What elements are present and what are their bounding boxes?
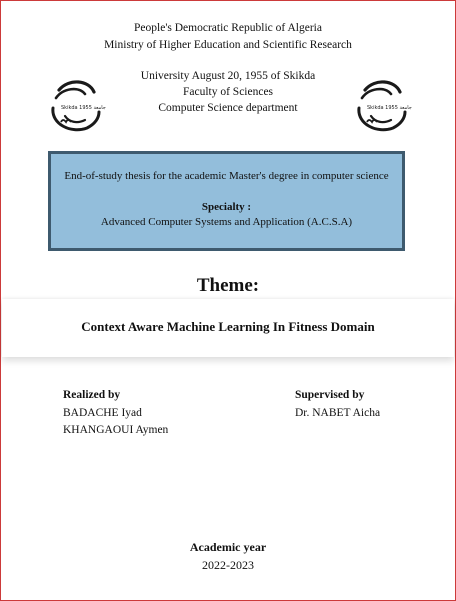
thesis-info-box bbox=[48, 151, 405, 251]
university-name: University August 20, 1955 of Skikda bbox=[140, 70, 316, 82]
author-name: KHANGAOUI Aymen bbox=[63, 424, 169, 436]
university-seal-icon bbox=[47, 76, 106, 134]
specialty-value: Advanced Computer Systems and Application (A.C.S.A) bbox=[100, 216, 353, 228]
faculty-name: Faculty of Sciences bbox=[182, 86, 274, 98]
republic-name: People's Democratic Republic of Algeria bbox=[134, 22, 322, 34]
supervisor-name: Dr. NABET Aicha bbox=[295, 407, 381, 419]
thesis-title: Context Aware Machine Learning In Fitness Domain bbox=[81, 319, 375, 334]
realized-by-label: Realized by bbox=[63, 389, 121, 401]
title-band bbox=[2, 299, 454, 357]
supervised-by-label: Supervised by bbox=[295, 389, 365, 401]
degree-line: End-of-study thesis for the academic Master's degree in computer science bbox=[64, 170, 389, 182]
theme-label: Theme: bbox=[196, 275, 260, 296]
seal-text: Skikda 1955 جامعة bbox=[367, 105, 412, 111]
department-name: Computer Science department bbox=[158, 102, 298, 114]
academic-year-value: 2022-2023 bbox=[202, 558, 254, 572]
academic-year-label: Academic year bbox=[189, 540, 267, 554]
specialty-label: Specialty : bbox=[201, 201, 252, 213]
ministry-name: Ministry of Higher Education and Scientific Research bbox=[104, 39, 352, 51]
author-name: BADACHE Iyad bbox=[63, 407, 142, 419]
university-seal-icon bbox=[353, 76, 412, 134]
seal-text: Skikda 1955 جامعة bbox=[61, 105, 106, 111]
